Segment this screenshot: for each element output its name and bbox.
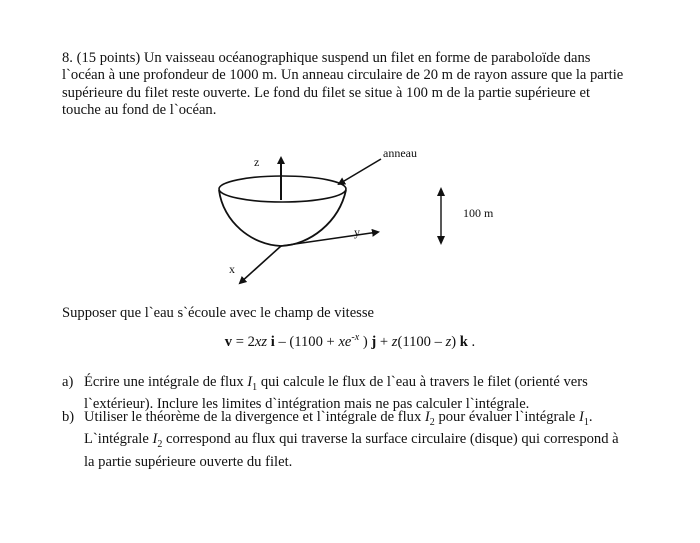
ring-pointer-arrow: [339, 159, 381, 184]
question-a-text: Écrire une intégrale de flux $I_1$ qui calcule le flux de l`eau à travers le filet (orienté vers l`extérieur). Inclure les limites d`intégration mais ne pas calculer l`intégrale.: [84, 374, 588, 413]
depth-arrow-head-top: [437, 187, 445, 196]
y-axis-label: y: [354, 225, 360, 239]
question-b-text: Utiliser le théorème de la divergence et l`intégrale de flux $I_2$ pour évaluer l`intégrale $I_1$. L`intégrale $I_2$ correspond au flux qui traverse la surface circulaire (disque) qui correspond à la partie supérieure ouverte du filet.: [84, 409, 619, 470]
ring-ellipse: [219, 176, 346, 202]
depth-label: 100 m: [463, 206, 494, 220]
problem-statement: 8. (15 points) Un vaisseau océanographique suspend un filet en forme de paraboloïde dans l`océan à une profondeur de 1000 m. Un anneau circulaire de 20 m de rayon assure que la partie supérieure du filet reste ouverte. Le fond du filet se situe à 100 m de la partie supérieure et touche au fond de l`océan.: [62, 50, 624, 119]
question-b-label: b): [62, 409, 75, 425]
question-a-label: a): [62, 374, 74, 390]
x-axis: [240, 246, 281, 283]
velocity-intro: Supposer que l`eau s`écoule avec le champ de vitesse: [62, 305, 375, 321]
z-axis-label: z: [254, 155, 260, 169]
velocity-formula: v = 2xz $i - (1100 + xe^{-x}$ ) j + z(1100 – z) k .: [224, 332, 476, 350]
depth-arrow-head-bottom: [437, 236, 445, 245]
ring-label: anneau: [383, 146, 417, 160]
x-axis-label: x: [229, 262, 235, 276]
